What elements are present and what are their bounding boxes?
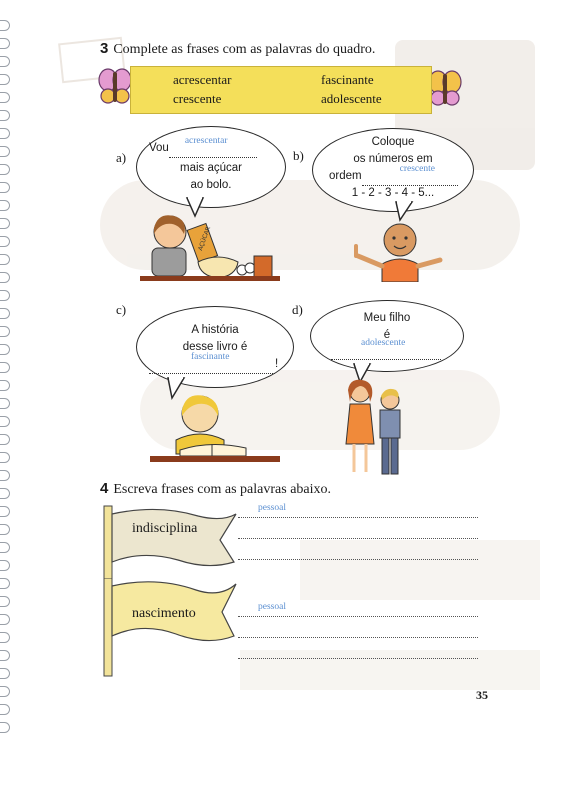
word-box (130, 66, 432, 114)
flag-word: nascimento (132, 606, 196, 621)
speech-bubble-d (310, 300, 464, 372)
question-instruction: Escreva frases com as palavras abaixo. (113, 482, 332, 497)
sentence-text: ! (275, 358, 279, 370)
speech-bubble-a (136, 126, 286, 208)
word-option: crescente (173, 91, 222, 106)
answer-line (238, 637, 478, 638)
handwritten-answer: crescente (399, 164, 435, 174)
sentence-text: mais açúcar (180, 162, 242, 174)
flag-word: indisciplina (132, 521, 198, 536)
boy-thumbs-up-illustration (352, 220, 446, 282)
child-reading-illustration (150, 390, 280, 464)
sugar-package-label: AÇÚCAR (197, 225, 213, 252)
handwritten-answer: adolescente (361, 338, 406, 348)
sentence-text: Vou (149, 142, 169, 154)
answer-line (238, 538, 478, 539)
mother-and-son-illustration (340, 378, 410, 478)
speech-bubble-c (136, 306, 294, 388)
flag-banner (98, 578, 240, 678)
answer-line (238, 517, 478, 518)
sentence-text: desse livro é (182, 341, 248, 353)
question-4-heading (100, 480, 331, 498)
item-b-label: b) (293, 148, 304, 163)
answer-line (238, 616, 478, 617)
sentence-text: Coloque (371, 136, 415, 148)
handwritten-answer: pessoal (258, 503, 286, 513)
child-baking-illustration (140, 212, 280, 282)
question-3-heading (100, 40, 375, 58)
sentence-text: Meu filho (363, 312, 411, 324)
spiral-binding (0, 20, 14, 720)
answer-line (238, 559, 478, 560)
sentence-text: é (383, 329, 391, 341)
word-option: acrescentar (173, 72, 232, 87)
butterfly-icon (98, 66, 132, 106)
handwritten-answer: pessoal (258, 602, 286, 612)
sentence-text: os números em (353, 153, 433, 165)
sentence-text: 1 - 2 - 3 - 4 - 5... (351, 187, 435, 199)
item-d-label: d) (292, 302, 303, 317)
handwritten-answer: acrescentar (184, 136, 228, 146)
handwritten-answer: fascinante (191, 352, 230, 362)
sentence-text: A história (191, 324, 239, 336)
word-option: adolescente (321, 91, 382, 106)
butterfly-icon (428, 68, 462, 108)
sentence-text: ao bolo. (190, 179, 232, 191)
sentence-text: ordem (329, 170, 362, 182)
answer-line (238, 658, 478, 659)
question-number: 3 (100, 40, 109, 57)
bubble-tail (394, 200, 416, 222)
page-number: 35 (476, 688, 488, 702)
question-number: 4 (100, 480, 109, 497)
speech-bubble-b (312, 128, 474, 212)
item-c-label: c) (116, 302, 127, 317)
question-instruction: Complete as frases com as palavras do quadro. (113, 42, 376, 57)
word-option: fascinante (321, 72, 374, 87)
item-a-label: a) (116, 150, 127, 165)
